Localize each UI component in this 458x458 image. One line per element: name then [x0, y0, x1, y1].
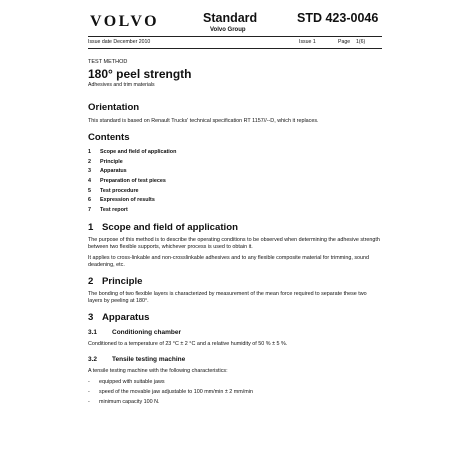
dash-bullet-icon: -: [88, 388, 90, 395]
orientation-text: This standard is based on Renault Trucks' technical specification RT 1157//--D, which it replaces.: [88, 118, 319, 124]
toc-item[interactable]: 5 Test procedure: [88, 187, 139, 194]
section-1-heading: 1 Scope and field of application: [88, 221, 238, 233]
table-of-contents: [88, 148, 382, 216]
list-item: - speed of the movable jaw adjustable to 100 mm/min ± 2 mm/min: [88, 388, 253, 395]
page-number: 1(6): [356, 39, 366, 45]
issue-number: Issue 1: [299, 39, 316, 45]
document-type: Standard: [203, 11, 258, 25]
section-3-1-text: Conditioned to a temperature of 23 °C ± 2 °C and a relative humidity of 50 % ± 5 %.: [88, 340, 288, 347]
header-rule-top: [88, 36, 382, 37]
organization-name: Volvo Group: [210, 27, 246, 33]
volvo-logo: VOLVO: [90, 13, 160, 30]
section-3-heading: 3 Apparatus: [88, 311, 150, 323]
document-title: 180° peel strength: [88, 67, 192, 81]
page-label: Page: [338, 39, 351, 45]
section-1-paragraph-1: The purpose of this method is to describe the operating conditions to be observed when determining the adhesive strength between two flexible supports, whichever process is used to obtain it.: [88, 236, 380, 250]
toc-item[interactable]: 6 Expression of results: [88, 197, 155, 204]
toc-item[interactable]: 1 Scope and field of application: [88, 149, 177, 155]
section-3-2-intro: A tensile testing machine with the following characteristics:: [88, 367, 228, 374]
header-rule-bottom: [88, 48, 382, 49]
toc-item[interactable]: 7 Test report: [88, 207, 128, 214]
toc-item[interactable]: 3 Apparatus: [88, 168, 127, 175]
list-item: - minimum capacity 100 N.: [88, 398, 160, 405]
section-3-2-heading: 3.2 Tensile testing machine: [88, 355, 186, 363]
dash-bullet-icon: -: [88, 378, 90, 385]
section-2-paragraph: The bonding of two flexible layers is characterized by measurement of the mean force required to separate these two layers by peeling at 180°.: [88, 290, 367, 304]
section-3-1-heading: 3.1 Conditioning chamber: [88, 328, 181, 336]
section-1-paragraph-2: It applies to cross-linkable and non-crosslinkable adhesives and to any flexible composite material for trimming, sound deadening, etc.: [88, 254, 370, 268]
dash-bullet-icon: -: [88, 398, 90, 405]
document-number: STD 423-0046: [297, 11, 379, 25]
list-item: - equipped with suitable jaws: [88, 378, 165, 385]
toc-item[interactable]: 4 Preparation of test pieces: [88, 178, 166, 185]
document-body: [88, 59, 382, 407]
document-subtitle: Adhesives and trim materials: [88, 82, 155, 88]
contents-heading: Contents: [88, 132, 130, 143]
issue-info-row: [88, 39, 382, 47]
orientation-heading: Orientation: [88, 102, 140, 113]
issue-date: Issue date December 2010: [88, 39, 151, 45]
document-header: [85, 10, 385, 38]
section-3-2-list: [88, 377, 382, 407]
document-category: TEST METHOD: [88, 59, 128, 65]
toc-item[interactable]: 2 Principle: [88, 158, 123, 165]
section-2-heading: 2 Principle: [88, 275, 143, 287]
